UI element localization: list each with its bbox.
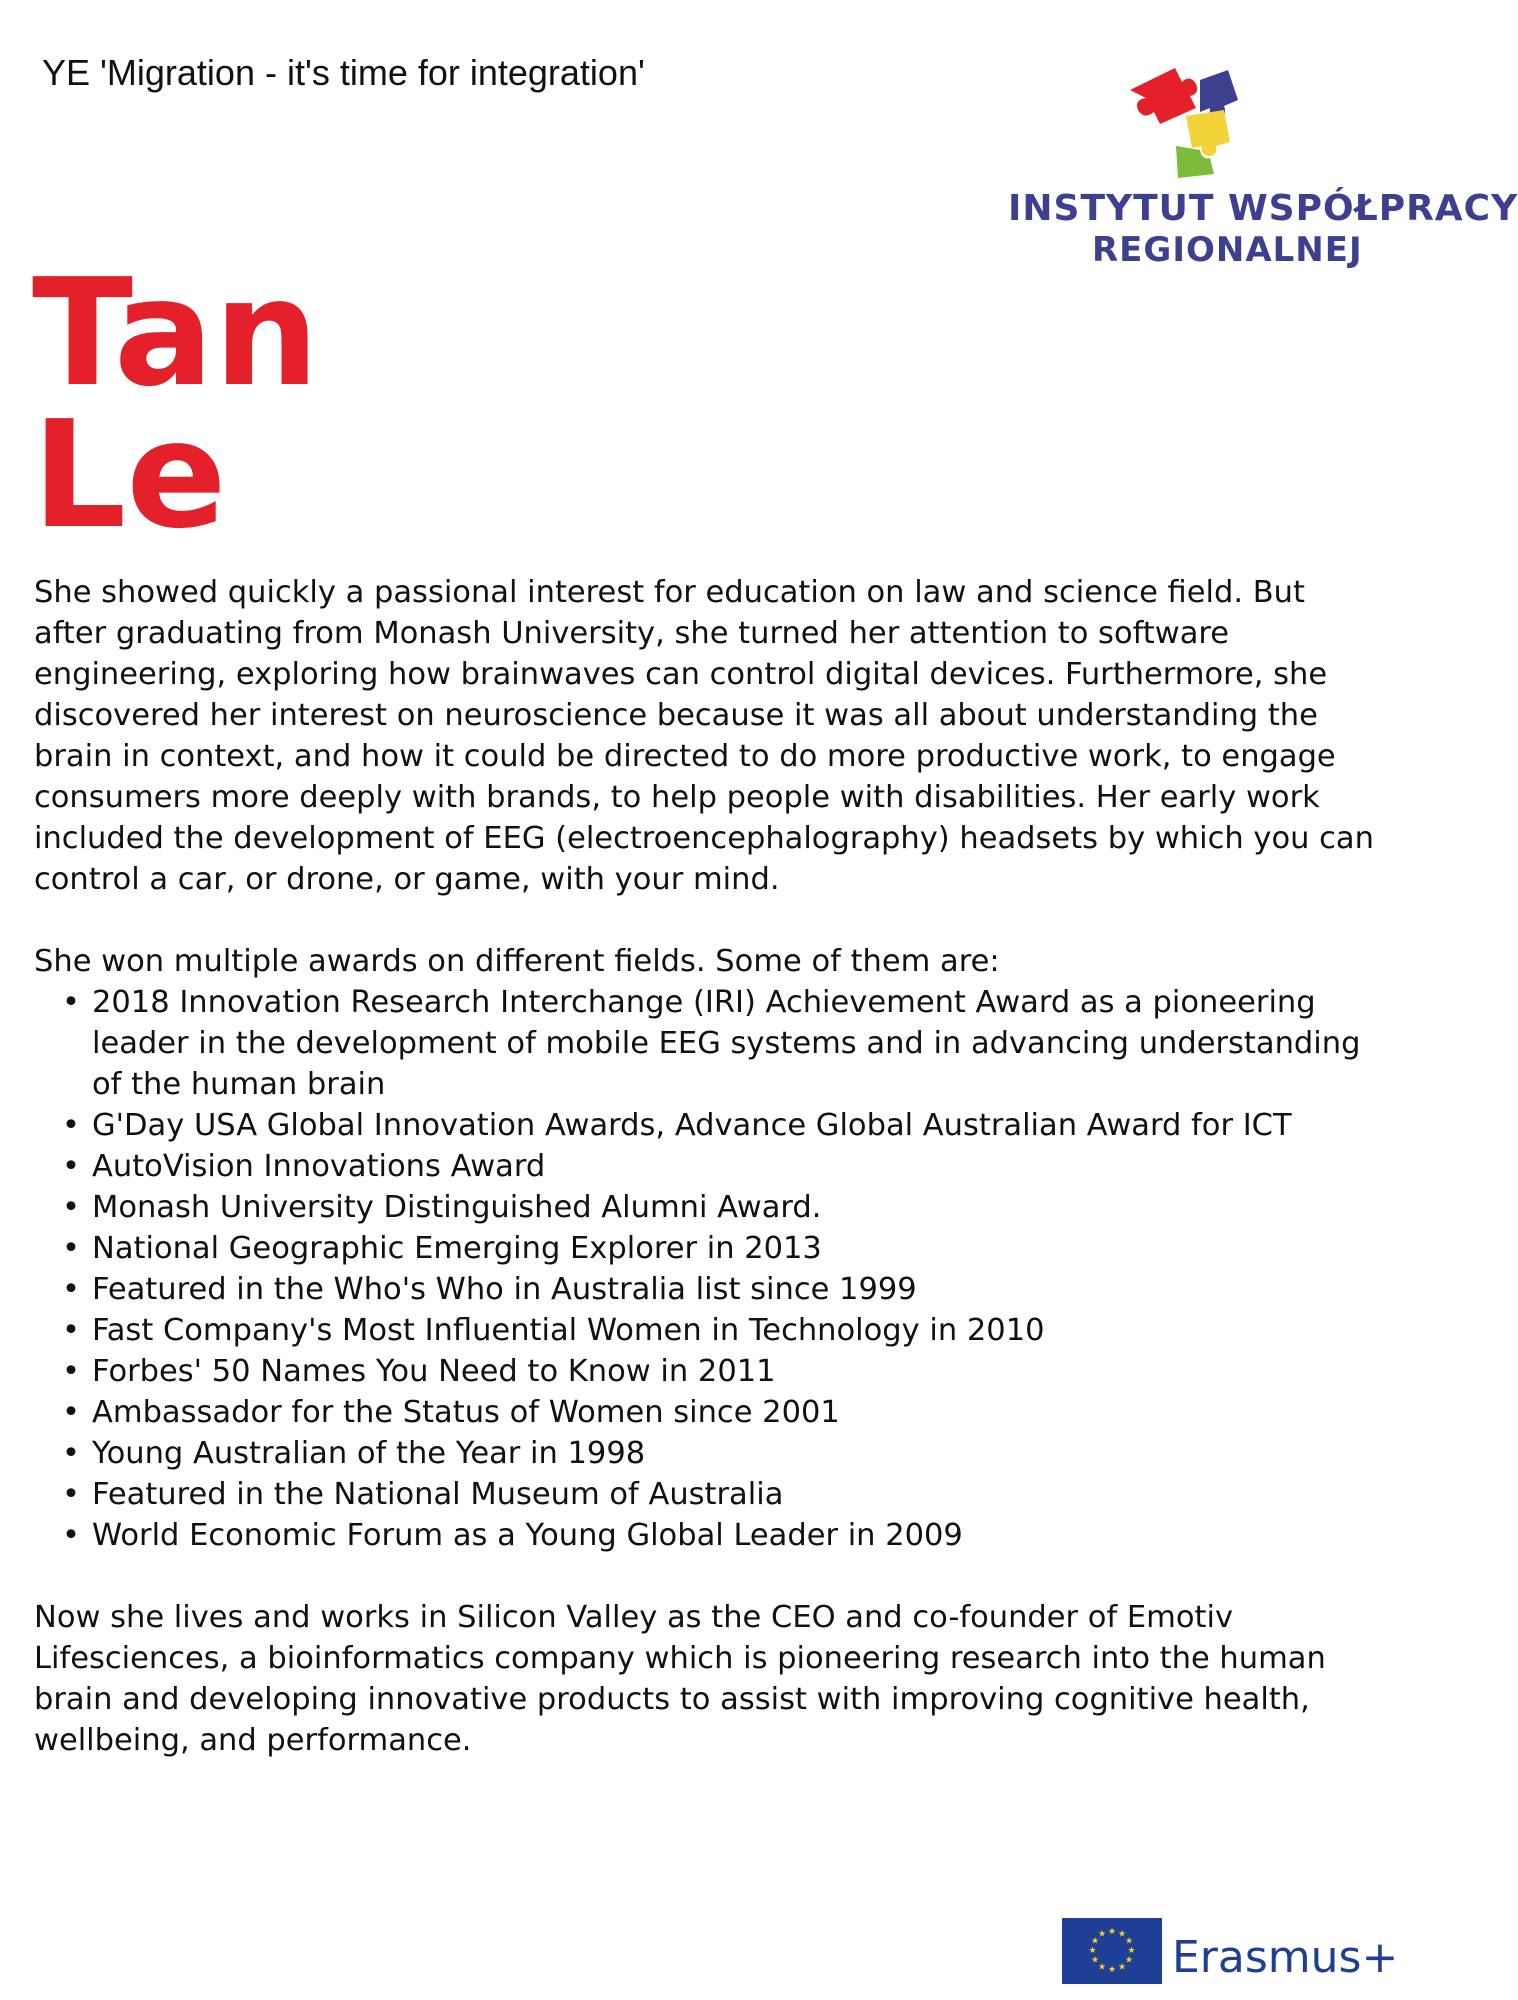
erasmus-plus-label: Erasmus+ [1172,1932,1399,1983]
list-item: • Young Australian of the Year in 1998 [92,1433,1384,1474]
svg-text:★: ★ [1097,1962,1107,1973]
list-item: • G'Day USA Global Innovation Awards, Advance Global Australian Award for ICT [92,1105,1384,1146]
list-item: • 2018 Innovation Research Interchange (IRI) Achievement Award as a pioneering leader in the development of mobile EEG systems and in advancing understanding of the human brain [92,982,1384,1105]
logo-text-line2: REGIONALNEJ [1092,230,1363,270]
svg-text:★: ★ [1117,1929,1127,1940]
awards-list [34,982,1384,1556]
svg-text:★: ★ [1107,1927,1117,1937]
list-item: • Featured in the National Museum of Australia [92,1474,1384,1515]
list-item: • Ambassador for the Status of Women since 2001 [92,1392,1384,1433]
svg-text:★: ★ [1090,1955,1100,1966]
awards-intro: She won multiple awards on different fields. Some of them are: [34,944,1000,979]
list-item: • National Geographic Emerging Explorer in 2013 [92,1228,1384,1269]
list-item: • Monash University Distinguished Alumni Award. [92,1187,1384,1228]
svg-text:★: ★ [1097,1929,1107,1940]
list-item: • World Economic Forum as a Young Global Leader in 2009 [92,1515,1384,1556]
svg-text:★: ★ [1124,1936,1134,1947]
eu-flag-icon [1062,1918,1162,1984]
list-item: • Fast Company's Most Influential Women in Technology in 2010 [92,1310,1384,1351]
svg-text:★: ★ [1127,1946,1136,1956]
svg-text:★: ★ [1124,1955,1134,1966]
closing-paragraph: Now she lives and works in Silicon Valley as the CEO and co-founder of Emotiv Lifesciences, a bioinformatics company which is pioneering research into the human brain and developing innovative products to assist with improving cognitive health, wellbeing, and performance. [34,1600,1326,1758]
list-item: • Forbes' 50 Names You Need to Know in 2011 [92,1351,1384,1392]
spacer [34,900,1384,941]
intro-paragraph: She showed quickly a passional interest for education on law and science field. But after graduating from Monash University, she turned her attention to software engineering, exploring how brainwaves can control digital devices. Furthermore, she discovered her interest on neuroscience because it was all about understanding the brain in context, and how it could be directed to do more productive work, to engage consumers more deeply with brands, to help people with disabilities. Her early work included the development of EEG (electroencephalography) headsets by which you can control a car, or drone, or game, with your mind. [34,575,1374,897]
first-name: Tan [32,247,320,419]
logo-text-line1: INSTYTUT WSPÓŁPRACY [1008,188,1518,229]
svg-text:★: ★ [1088,1946,1097,1956]
puzzle-pieces-icon [1120,50,1270,180]
person-name [32,247,320,561]
spacer [34,1556,1384,1597]
svg-text:★: ★ [1107,1965,1117,1975]
list-item: • Featured in the Who's Who in Australia list since 1999 [92,1269,1384,1310]
svg-text:★: ★ [1117,1962,1127,1973]
project-title: YE 'Migration - it's time for integration' [42,52,645,93]
institute-logo [1000,50,1518,280]
last-name: Le [32,389,227,561]
svg-text:★: ★ [1090,1936,1100,1947]
biography [34,572,1384,1761]
list-item: • AutoVision Innovations Award [92,1146,1384,1187]
erasmus-logo [1062,1918,1402,1988]
